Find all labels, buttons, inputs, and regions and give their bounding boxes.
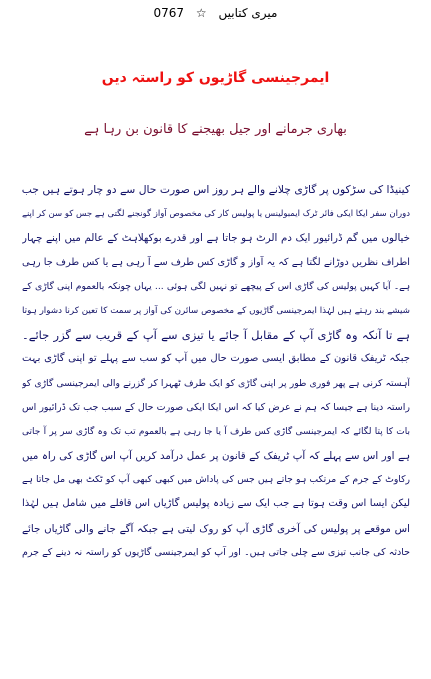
body-line: آہستہ کرنی ہے پھر فوری طور پر اپنی گاڑی کو ایک طرف ٹھہرا کر گزرنے والی ایمرجینسی گاڑی کو bbox=[22, 377, 410, 389]
star-icon: ☆ bbox=[195, 6, 207, 20]
body-line: رکاوٹ کے جرم کے مرتکب ہو جاتے ہیں جس کی پاداش میں کبھی کبھی آپ کو ٹکٹ بھی مل جاتا ہے bbox=[22, 474, 410, 486]
article-number: 0767 bbox=[153, 6, 185, 20]
body-line: ہے اور اس سے پہلے کہ آپ ٹریفک کے قانون پر عمل درآمد کریں آپ اس گاڑی کی راہ میں bbox=[22, 450, 410, 463]
body-line: اس موقعے پر پولیس کی آخری گاڑی آپ کو روک لیتی ہے جبکہ آگے جانے والی گاڑیاں جائے bbox=[22, 522, 410, 535]
article-title: ایمرجینسی گاڑیوں کو راستہ دیں bbox=[101, 70, 330, 86]
body-line: اطراف نظریں دوڑانے لگتا ہے کہ یہ آواز و گاڑی کس طرف سے آ رہی ہے یا کس طرف جا رہی bbox=[22, 256, 410, 268]
article-subtitle: بھاری جرمانے اور جیل بھیجنے کا قانون بن رہا ہے bbox=[84, 122, 347, 137]
article-body bbox=[22, 178, 410, 565]
body-line: جبکہ ٹریفک قانون کے مطابق ایسی صورت حال میں آپ کو سب سے پہلے تو اپنی گاڑی بہت bbox=[22, 353, 410, 365]
page-header bbox=[0, 6, 431, 20]
body-line: ہے تا آنکہ وہ گاڑی آپ کے مقابل آ جائے یا تیزی سے آپ کے قریب سے گزر جائے۔ bbox=[22, 328, 410, 343]
body-line: حادثہ کی جانب تیزی سے چلی جاتی ہیں۔ اور آپ کو ایمرجینسی گاڑیوں کو راستہ نہ دینے کے جرم bbox=[22, 546, 410, 558]
body-line: دوران سفر ایکا ایکی فائر ٹرک ایمبولینس یا پولیس کار کی مخصوص آواز گونجنے لگتی ہے جس کو سن کر اپنے bbox=[22, 209, 410, 220]
body-line: ہے۔ آیا کہیں پولیس کی گاڑی اس کے پیچھے تو نہیں لگی ہوئی ... یہاں چونکہ بالعموم اپنی گاڑی کے bbox=[22, 280, 410, 292]
series-name: میری کتابیں bbox=[218, 6, 278, 20]
body-line: خیالوں میں گم ڈرائیور ایک دم الرٹ ہو جاتا ہے اور قدرے بوکھلاہٹ کے عالم میں اپنے چہار bbox=[22, 232, 410, 245]
body-line: لیکن ایسا اس وقت ہوتا ہے جب ایک سے زیادہ پولیس گاڑیاں اس قافلے میں شامل ہیں لہٰذا bbox=[22, 498, 410, 510]
body-line: کینیڈا کی سڑکوں پر گاڑی چلانے والے ہر روز اس صورت حال سے دو چار ہوتے ہیں جب bbox=[22, 183, 410, 196]
body-line: راستہ دینا ہے جیسا کہ ہم نے عرض کیا کہ اس ایکا ایکی صورت حال کے سبب جب تک ڈرائیور اس bbox=[22, 401, 410, 413]
body-line: بات کا پتا لگائے کہ ایمرجینسی گاڑی کس طرف آ یا جا رہی ہے بالعموم تب تک وہ گاڑی سر پر آ جاتی bbox=[22, 426, 410, 437]
body-line: شیشے بند رہتے ہیں لہٰذا ایمرجینسی گاڑیوں کے مخصوص سائرن کی آواز پر سمت کا تعین کرنا دشوار ہوتا bbox=[22, 305, 410, 316]
